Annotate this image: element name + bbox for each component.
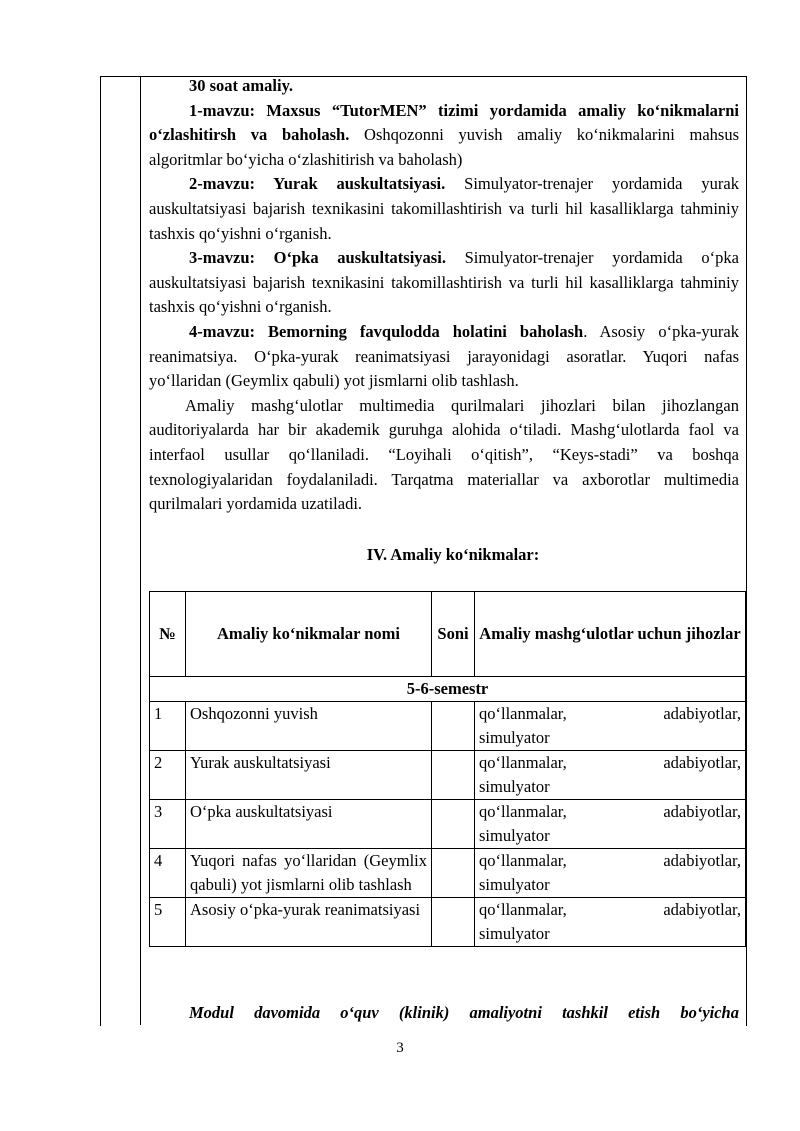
word: davomida xyxy=(254,1003,321,1022)
row-number: 3 xyxy=(150,800,186,849)
row-name: Oshqozonni yuvish xyxy=(186,702,432,751)
row-count xyxy=(432,702,475,751)
topic-4 xyxy=(149,320,739,394)
row-number: 1 xyxy=(150,702,186,751)
col-header-count: Soni xyxy=(432,592,475,677)
frame-inner-line xyxy=(140,76,141,1025)
topic-text: . Asosiy o‘pka-yurak reanimatsiya. O‘pka-yurak reanimatsiyasi jarayonidagi asoratlar. Yuqori nafas yo‘llaridan (Geymlix qabuli) yot jismlarni olib tashlash. xyxy=(149,321,739,391)
col-header-name: Amaliy ko‘nikmalar nomi xyxy=(186,592,432,677)
word: o‘quv xyxy=(340,1003,379,1022)
topic-2 xyxy=(149,172,739,246)
row-name: Yurak auskultatsiyasi xyxy=(186,751,432,800)
equip-c: simulyator xyxy=(479,875,550,894)
word: (klinik) xyxy=(398,1003,450,1022)
topic-text: Simulyator-trenajer yordamida yurak auskultatsiyasi bajarish texnikasini takomillashtirish va turli hil kasalliklarga tahminiy tashxis qo‘yishni o‘rganish. xyxy=(149,174,739,243)
row-equipment xyxy=(475,849,746,898)
word: amaliyotni xyxy=(469,1003,542,1022)
row-count xyxy=(432,849,475,898)
equip-c: simulyator xyxy=(479,924,550,943)
topic-title: 1-mavzu: Maxsus “TutorMEN” tizimi yordamida amaliy ko‘nikmalarni o‘zlashitirsh va baholash. xyxy=(149,100,739,145)
row-count xyxy=(432,751,475,800)
row-equipment xyxy=(475,898,746,947)
intro-line: 30 soat amaliy. xyxy=(189,76,294,95)
word: tashkil xyxy=(562,1003,608,1022)
topic-text: Oshqozonni yuvish amaliy ko‘nikmalarini mahsus algoritmlar bo‘yicha o‘zlashitirish va baholash) xyxy=(149,125,739,169)
table-row xyxy=(150,849,746,898)
section-heading: IV. Amaliy ko‘nikmalar: xyxy=(366,544,540,564)
table-header-row xyxy=(150,592,746,677)
methods-paragraph: Amaliy mashg‘ulotlar multimedia qurilmalari jihozlari bilan jihozlangan auditoriyalarda har bir akademik guruhga alohida o‘tiladi. Mashg‘ulotlarda faol va interfaol usullar qo‘llaniladi. “Loyihali o‘qitish”, “Keys-stadi” va boshqa texnologiyalaridan foydalaniladi. Tarqatma materiallar va axborotlar multimedia qurilmalari yordamida uzatiladi. xyxy=(149,395,739,514)
semestr-row xyxy=(150,677,746,702)
equip-a: qo‘llanmalar, xyxy=(479,851,567,870)
table-row xyxy=(150,751,746,800)
equip-b: adabiyotlar, xyxy=(663,753,741,772)
row-name: O‘pka auskultatsiyasi xyxy=(186,800,432,849)
equip-c: simulyator xyxy=(479,728,550,747)
row-name: Asosiy o‘pka-yurak reanimatsiyasi xyxy=(186,898,432,947)
topic-title: 2-mavzu: Yurak auskultatsiyasi. xyxy=(189,174,446,194)
skills-table xyxy=(149,591,746,947)
equip-b: adabiyotlar, xyxy=(663,900,741,919)
topic-text: Simulyator-trenajer yordamida o‘pka auskultatsiyasi bajarish texnikasini takomillashtirish va turli hil kasalliklarga tahminiy tashxis qo‘yishni o‘rganish. xyxy=(149,248,739,317)
col-header-equipment: Amaliy mashg‘ulotlar uchun jihozlar xyxy=(475,592,746,677)
closing-line xyxy=(149,1001,739,1025)
row-equipment xyxy=(475,800,746,849)
document-body xyxy=(149,74,739,567)
table-row xyxy=(150,800,746,849)
equip-c: simulyator xyxy=(479,777,550,796)
equip-a: qo‘llanmalar, xyxy=(479,900,567,919)
row-count xyxy=(432,898,475,947)
row-count xyxy=(432,800,475,849)
word: bo‘yicha xyxy=(680,1003,739,1022)
equip-b: adabiyotlar, xyxy=(663,802,741,821)
row-equipment xyxy=(475,751,746,800)
closing-line-words xyxy=(149,1001,739,1025)
equip-a: qo‘llanmalar, xyxy=(479,802,567,821)
equip-b: adabiyotlar, xyxy=(663,704,741,723)
row-number: 4 xyxy=(150,849,186,898)
topic-title: 3-mavzu: O‘pka auskultatsiyasi. xyxy=(189,248,446,268)
col-header-number: № xyxy=(150,592,186,677)
topic-1 xyxy=(149,99,739,173)
word: etish xyxy=(628,1003,661,1022)
page-number: 3 xyxy=(396,1040,404,1056)
row-name: Yuqori nafas yo‘llaridan (Geymlix qabuli) yot jismlarni olib tashlash xyxy=(186,849,432,898)
equip-a: qo‘llanmalar, xyxy=(479,704,567,723)
semestr-label: 5-6-semestr xyxy=(150,677,746,702)
row-equipment xyxy=(475,702,746,751)
equip-b: adabiyotlar, xyxy=(663,851,741,870)
row-number: 2 xyxy=(150,751,186,800)
equip-a: qo‘llanmalar, xyxy=(479,753,567,772)
word: Modul xyxy=(189,1003,234,1022)
topic-3 xyxy=(149,246,739,320)
equip-c: simulyator xyxy=(479,826,550,845)
row-number: 5 xyxy=(150,898,186,947)
table-row xyxy=(150,898,746,947)
table-row xyxy=(150,702,746,751)
topic-title: 4-mavzu: Bemorning favqulodda holatini baholash xyxy=(189,321,584,341)
